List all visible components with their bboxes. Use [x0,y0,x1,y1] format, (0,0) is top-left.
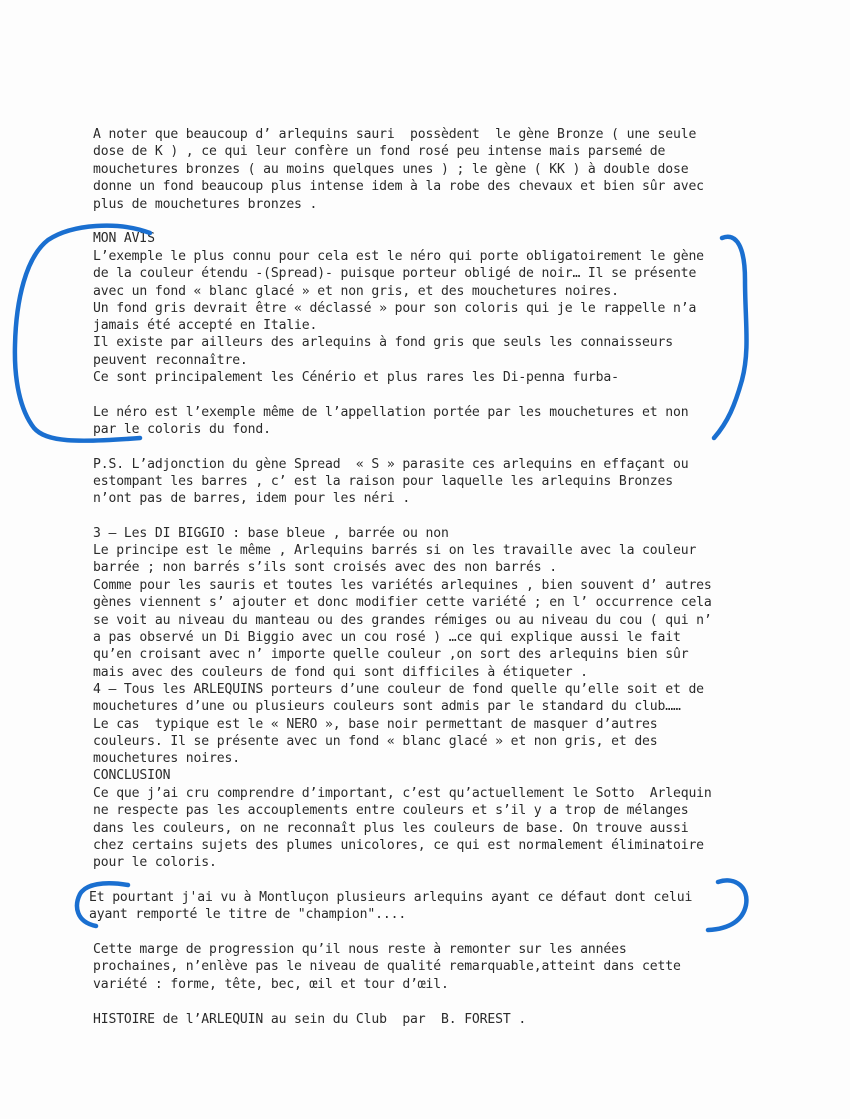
text-line: 4 – Tous les ARLEQUINS porteurs d’une couleur de fond quelle qu’elle soit et de [93,682,704,697]
text-line: estompant les barres , c’ est la raison pour laquelle les arlequins Bronzes [93,474,673,489]
text-line: se voit au niveau du manteau ou des grandes rémiges ou au niveau du cou ( qui n’ [93,613,712,628]
text-line: Un fond gris devrait être « déclassé » pour son coloris qui je le rappelle n’a [93,301,697,316]
text-line: par le coloris du fond. [93,422,271,437]
text-line: Il existe par ailleurs des arlequins à fond gris que seuls les connaisseurs [93,335,673,350]
document-footer: HISTOIRE de l’ARLEQUIN au sein du Club par B. FOREST . [93,1012,527,1027]
section-heading: CONCLUSION [93,768,171,783]
text-line: pour le coloris. [93,855,217,870]
text-line: gènes viennent s’ ajouter et donc modifier cette variété ; en l’ occurrence cela [93,595,712,610]
text-line: avec un fond « blanc glacé » et non gris, et des mouchetures noires. [93,284,619,299]
text-line: dans les couleurs, on ne reconnaît plus les couleurs de base. On trouve aussi [93,821,689,836]
text-line: Le principe est le même , Arlequins barrés si on les travaille avec la couleur [93,543,697,558]
text-line: prochaines, n’enlève pas le niveau de qualité remarquable,atteint dans cette [93,959,681,974]
section-heading: MON AVIS [93,231,155,246]
text-line: donne un fond beaucoup plus intense idem à la robe des chevaux et bien sûr avec [93,179,704,194]
text-line: Comme pour les sauris et toutes les variétés arlequines , bien souvent d’ autres [93,578,712,593]
text-line: variété : forme, tête, bec, œil et tour d’œil. [93,977,449,992]
text-line: mais avec des couleurs de fond qui sont difficiles à étiqueter . [93,665,588,680]
text-line: ayant remporté le titre de "champion".... [89,907,407,922]
text-line: A noter que beaucoup d’ arlequins sauri possèdent le gène Bronze ( une seule [93,127,697,142]
text-line: Ce que j’ai cru comprendre d’important, c’est qu’actuellement le Sotto Arlequin [93,786,712,801]
right-bracket-mark [708,880,746,930]
text-line: chez certains sujets des plumes unicolores, ce qui est normalement éliminatoire [93,838,704,853]
left-bracket-mark [77,883,128,926]
section-heading: 3 – Les DI BIGGIO : base bleue , barrée ou non [93,526,449,541]
text-line: barrée ; non barrés s’ils sont croisés avec des non barrés . [93,560,557,575]
text-line: mouchetures bronzes ( au moins quelques unes ) ; le gène ( KK ) à double dose [93,162,689,177]
right-bracket-mark [714,237,747,438]
left-bracket-mark [15,226,150,441]
text-line: n’ont pas de barres, idem pour les néri . [93,491,411,506]
text-line: jamais été accepté en Italie. [93,318,318,333]
text-line: mouchetures noires. [93,751,240,766]
text-line: ne respecte pas les accouplements entre couleurs et s’il y a trop de mélanges [93,803,689,818]
text-line: L’exemple le plus connu pour cela est le néro qui porte obligatoirement le gène [93,249,704,264]
text-line: mouchetures d’une ou plusieurs couleurs sont admis par le standard du club…… [93,699,681,714]
text-line: a pas observé un Di Biggio avec un cou rosé ) …ce qui explique aussi le fait [93,630,681,645]
text-line: couleurs. Il se présente avec un fond « blanc glacé » et non gris, et des [93,734,658,749]
text-line: plus de mouchetures bronzes . [93,197,318,212]
text-line: qu’en croisant avec n’ importe quelle couleur ,on sort des arlequins bien sûr [93,647,689,662]
text-line: Le néro est l’exemple même de l’appellation portée par les mouchetures et non [93,405,689,420]
text-line: Et pourtant j'ai vu à Montluçon plusieurs arlequins ayant ce défaut dont celui [89,890,693,905]
text-line: peuvent reconnaître. [93,353,248,368]
text-line: de la couleur étendu -(Spread)- puisque porteur obligé de noir… Il se présente [93,266,697,281]
text-line: Ce sont principalement les Cénério et plus rares les Di-penna furba- [93,370,619,385]
text-line: dose de K ) , ce qui leur confère un fond rosé peu intense mais parsemé de [93,144,666,159]
text-line: P.S. L’adjonction du gène Spread « S » parasite ces arlequins en effaçant ou [93,457,689,472]
text-line: Le cas typique est le « NERO », base noir permettant de masquer d’autres [93,717,658,732]
text-line: Cette marge de progression qu’il nous reste à remonter sur les années [93,942,627,957]
